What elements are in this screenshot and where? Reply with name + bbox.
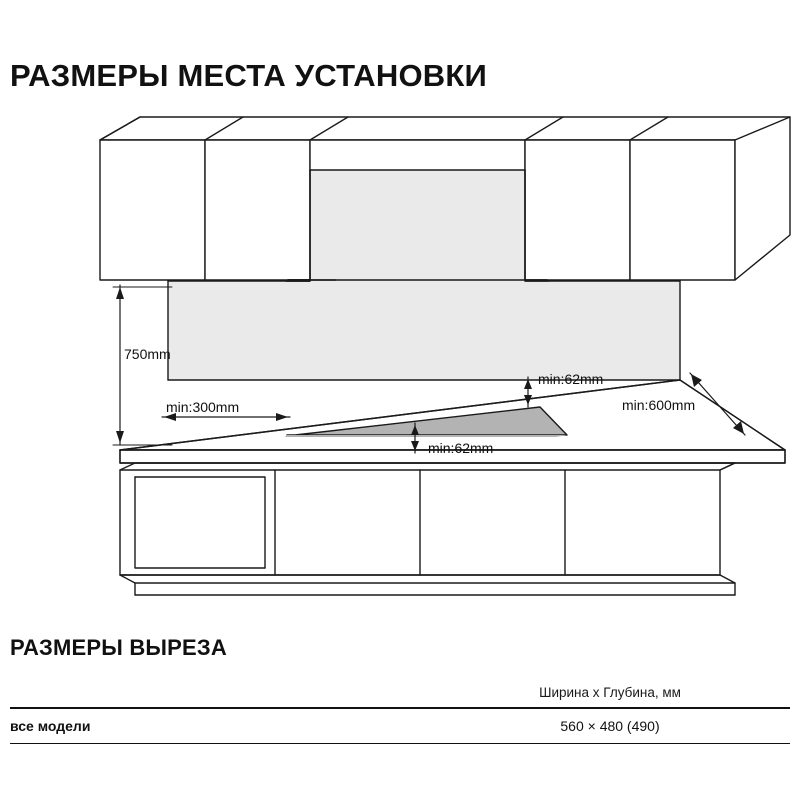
table-header-dimensions: Ширина х Глубина, мм (539, 685, 681, 700)
table-cell-model: все модели (10, 718, 91, 734)
lower-cabinets (120, 463, 735, 595)
dim-label-min-right: min:600mm (622, 397, 696, 413)
table-header-row (10, 685, 790, 707)
table-cell-dimensions: 560 × 480 (490) (560, 718, 660, 734)
table-row (10, 709, 790, 734)
cutout-table (10, 685, 790, 744)
installation-diagram (0, 105, 800, 615)
dim-label-min-rear: min:62mm (538, 371, 604, 387)
page-title: РАЗМЕРЫ МЕСТА УСТАНОВКИ (10, 58, 487, 93)
table-bottom-rule (10, 743, 790, 744)
dim-label-min-front: min:62mm (428, 440, 494, 456)
cutout-title: РАЗМЕРЫ ВЫРЕЗА (10, 635, 227, 660)
dim-label-height: 750mm (124, 346, 171, 362)
dim-label-min-left: min:300mm (166, 399, 240, 415)
